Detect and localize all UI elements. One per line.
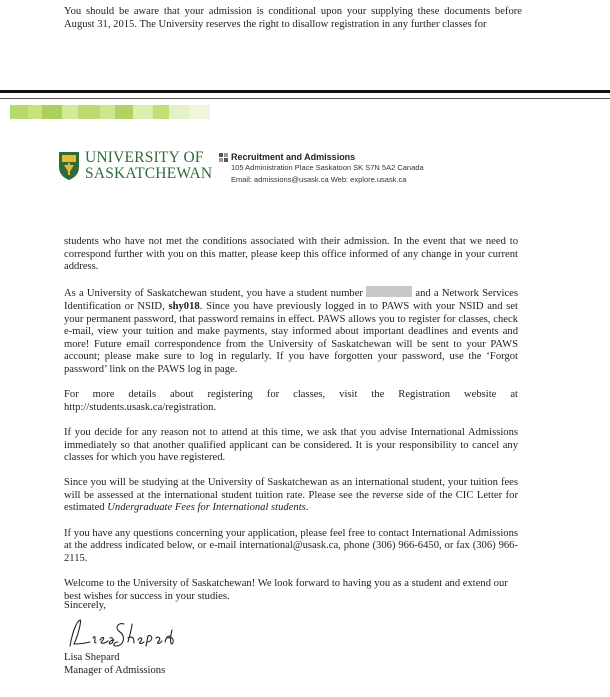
handwritten-signature (66, 616, 176, 652)
page-break-rule (0, 90, 610, 93)
page1-closing-paragraph: You should be aware that your admission is conditional upon your supplying these documents before August 31, 2015. The University reserves the right to disallow registration in any further classes for (64, 6, 522, 30)
office-address: 105 Administration Place Saskatoon SK S7N 5A2 Canada (231, 163, 424, 172)
signer-name: Lisa Shepard (64, 652, 120, 663)
paragraph-nsid (64, 286, 518, 376)
nsid-text-rest: . Since you have previously logged in to PAWS with your NSID and set your permanent password, that password remains in effect. PAWS allows you to register for classes, check e-mail, view your tuition and make payments, stay informed about important deadlines and events and more! Future email correspondence from the University of Saskatchewan will be sent to your PAWS account; please make sure to log in regularly. If you have forgotten your password, use the ‘Forgot password’ link on the PAWS log in page. (64, 300, 519, 375)
nsid-value: shy018 (168, 300, 200, 312)
tuition-text: Since you will be studying at the University of Saskatchewan as an international student, your tuition fees will be assessed at the international student tuition rate. Please see the reverse side of the CIC Letter for estimated (64, 477, 518, 514)
office-contact: Email: admissions@usask.ca Web: explore.usask.ca (231, 175, 407, 184)
office-marker-icon (219, 153, 229, 163)
paragraph-welcome: Welcome to the University of Saskatchewan! We look forward to having you as a student and extend our best wishes for success in your studies. (64, 578, 508, 602)
paragraph-withdrawal: If you decide for any reason not to attend at this time, we ask that you advise International Admissions immediately so that another qualified applicant can be considered. It is your responsibility to cancel any classes for which you have registered. (64, 426, 518, 464)
university-name-line2: SASKATCHEWAN (85, 165, 213, 182)
sign-off: Sincerely, (64, 600, 106, 611)
university-name-line1: UNIVERSITY OF (85, 149, 204, 166)
tuition-italic-reference: Undergraduate Fees for International students (107, 502, 306, 514)
header-rule (0, 98, 610, 99)
paragraph-contact: If you have any questions concerning your application, please feel free to contact International Admissions at the address indicated below, or e-mail international@usask.ca, phone (306) 966-6450, or fax (306) 966-2115. (64, 527, 518, 564)
signer-title: Manager of Admissions (64, 665, 166, 676)
redacted-student-number (366, 286, 412, 297)
paragraph-address-notice: students who have not met the conditions associated with their admission. In the event that we need to correspond further with you on this matter, please keep this office informed of any change in your current address. (64, 236, 518, 273)
nsid-text-before: As a University of Saskatchewan student, you have a student number (64, 288, 363, 300)
university-crest-icon (58, 151, 80, 181)
tuition-text-end: . (305, 502, 309, 514)
pixelated-banner (10, 105, 210, 119)
office-name: Recruitment and Admissions (231, 152, 356, 162)
letter-body (64, 236, 518, 616)
paragraph-tuition (64, 477, 518, 515)
paragraph-registration: For more details about registering for classes, visit the Registration website at http://students.usask.ca/registration. (64, 389, 518, 413)
nsid-text-after: and a Network Services Identification or NSID, (64, 288, 518, 312)
